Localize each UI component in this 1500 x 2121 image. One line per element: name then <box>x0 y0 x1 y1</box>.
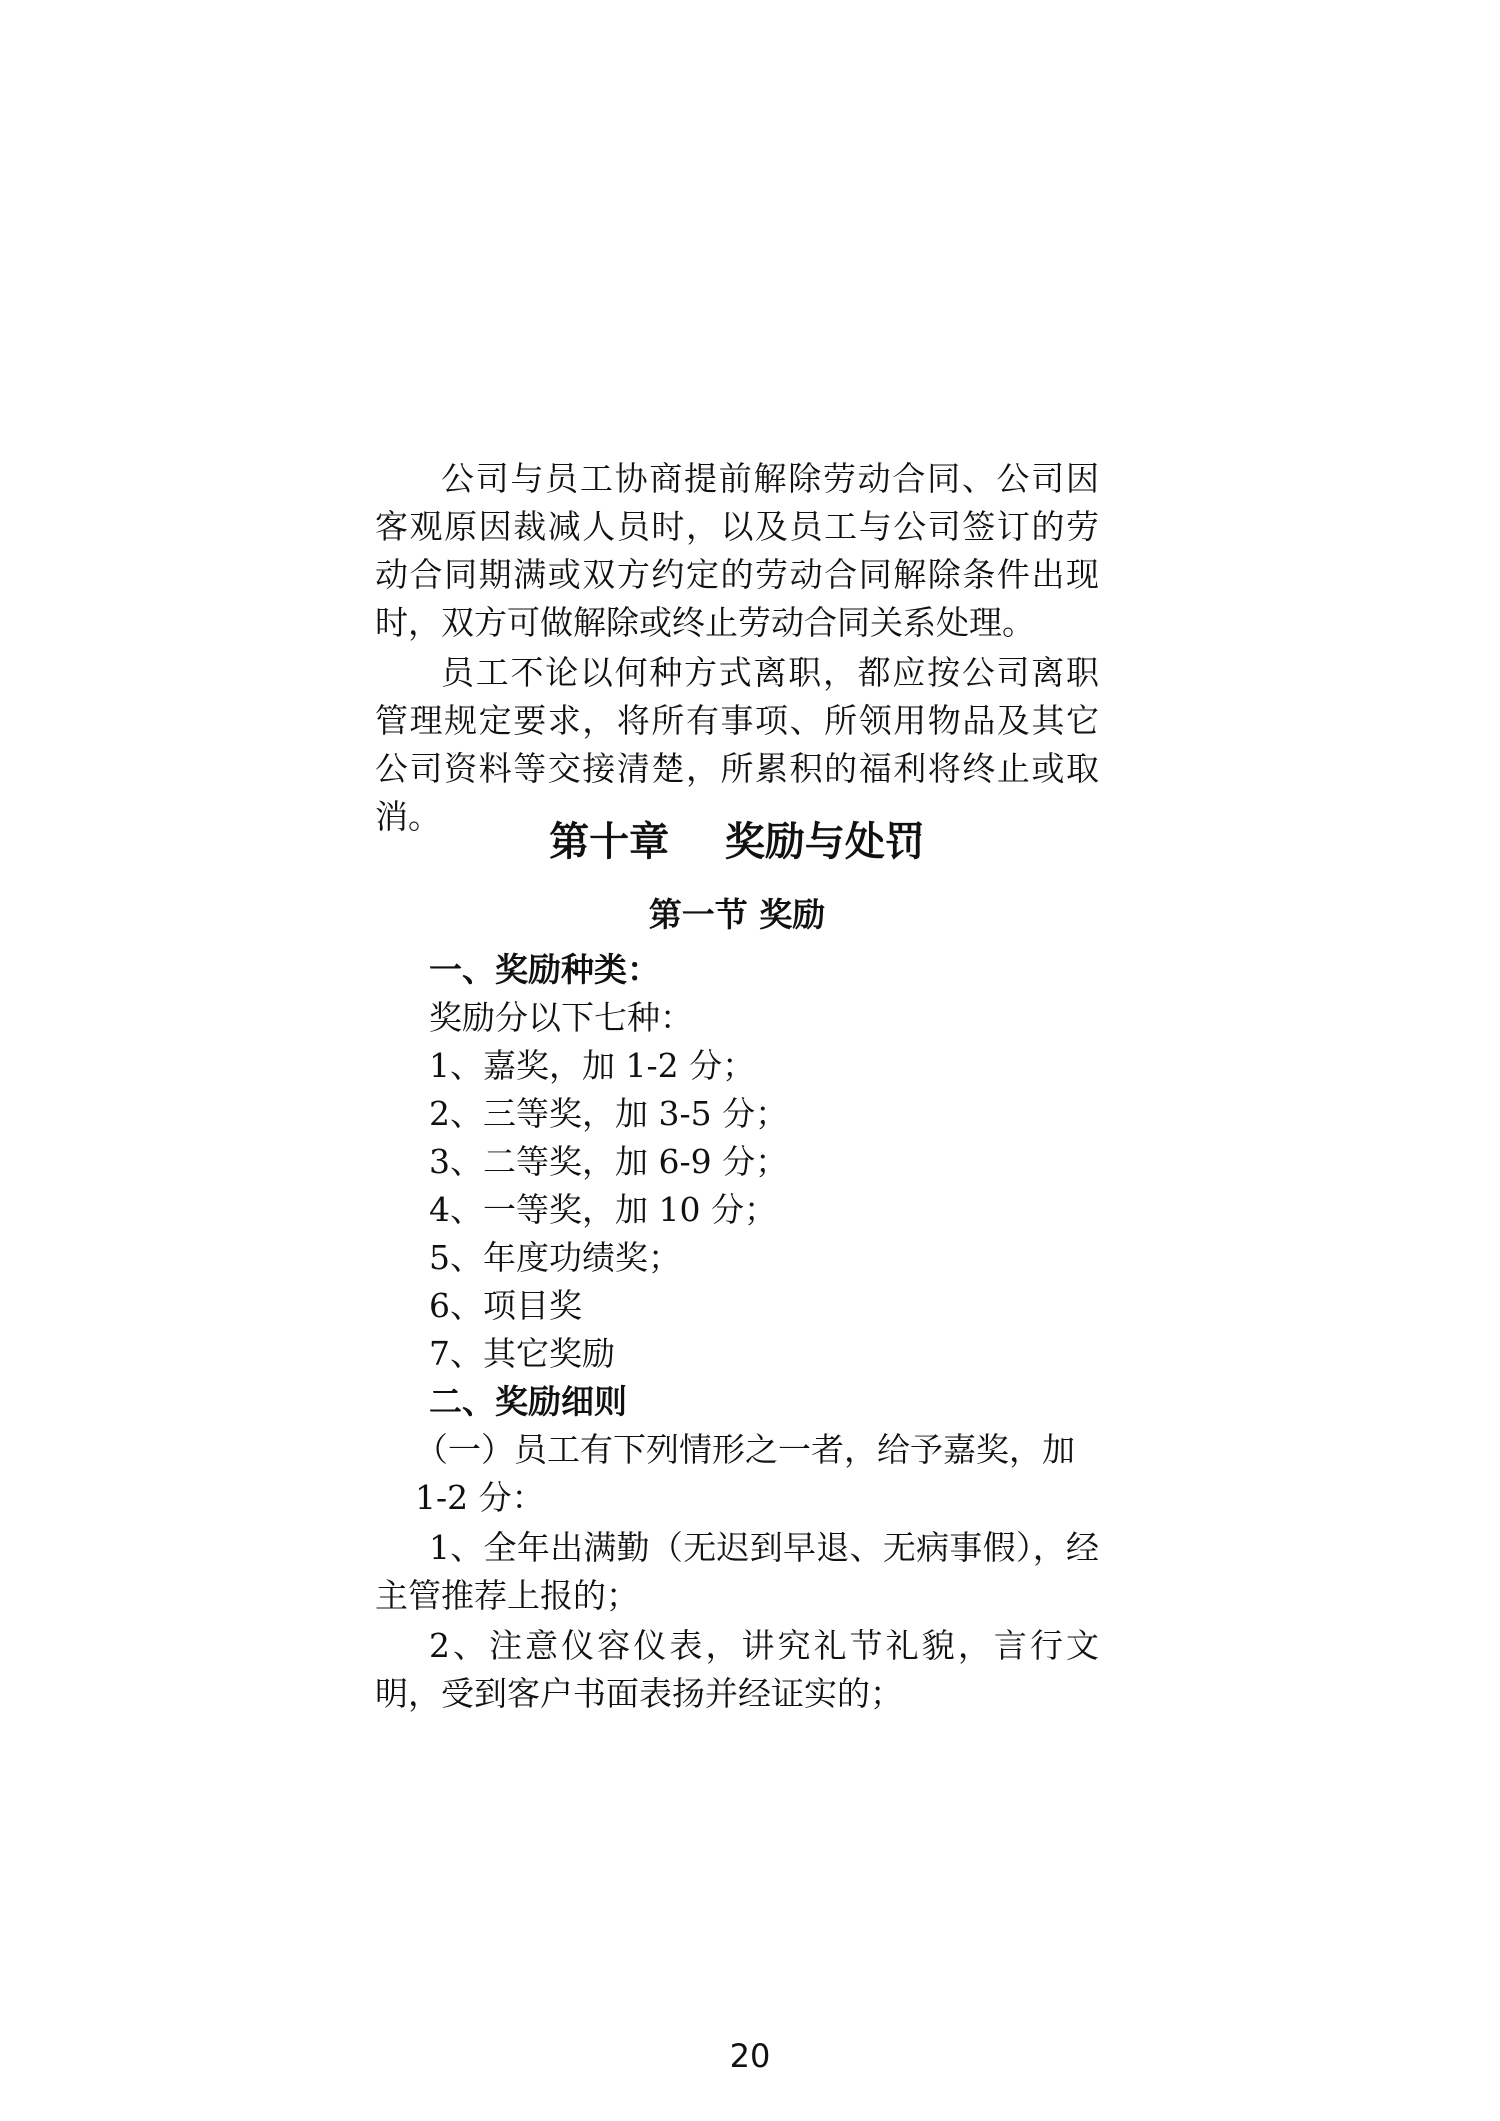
reward-details-heading: 二、奖励细则 <box>429 1382 627 1421</box>
reward-details-clause: （一）员工有下列情形之一者，给予嘉奖，加 1-2 分： <box>415 1430 1075 1517</box>
list-item: 2、三等奖，加 3-5 分； <box>429 1094 789 1133</box>
page-number: 20 <box>729 2037 771 2075</box>
list-item: 2、注意仪容仪表，讲究礼节礼貌，言行文明，受到客户书面表扬并经证实的； <box>375 1626 1099 1713</box>
list-item: 7、其它奖励 <box>429 1334 615 1373</box>
list-item: 5、年度功绩奖； <box>429 1238 681 1277</box>
intro-paragraph-2: 员工不论以何种方式离职，都应按公司离职管理规定要求，将所有事项、所领用物品及其它公司资料等交接清楚，所累积的福利将终止或取消。 <box>375 653 1099 836</box>
list-item: 6、项目奖 <box>429 1286 582 1325</box>
list-item: 1、嘉奖，加 1-2 分； <box>429 1046 756 1085</box>
chapter-title: 第十章 奖励与处罚 <box>549 819 925 865</box>
list-item: 3、二等奖，加 6-9 分； <box>429 1142 789 1181</box>
list-item: 1、全年出满勤（无迟到早退、无病事假），经主管推荐上报的； <box>375 1528 1099 1615</box>
section-title: 第一节 奖励 <box>648 895 826 934</box>
intro-section <box>375 455 1099 841</box>
reward-types-heading: 一、奖励种类： <box>429 950 660 989</box>
reward-content <box>375 946 1099 1718</box>
intro-paragraph-1: 公司与员工协商提前解除劳动合同、公司因客观原因裁减人员时，以及员工与公司签订的劳动合同期满或双方约定的劳动合同解除条件出现时，双方可做解除或终止劳动合同关系处理。 <box>375 459 1099 642</box>
reward-types-intro: 奖励分以下七种： <box>429 998 693 1037</box>
list-item: 4、一等奖，加 10 分； <box>429 1190 777 1229</box>
